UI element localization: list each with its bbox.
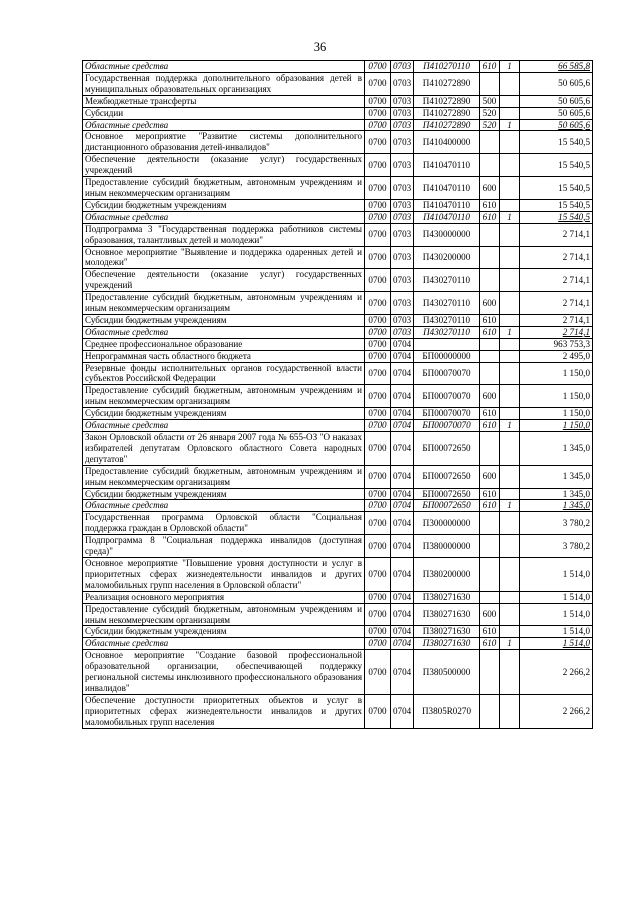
funding-source-cell: 1 — [500, 326, 520, 338]
amount-cell: 1 514,0 — [520, 557, 593, 591]
expense-type-cell — [480, 362, 500, 385]
table-row — [83, 338, 593, 350]
funding-source-cell — [500, 512, 520, 535]
expense-type-cell — [480, 154, 500, 177]
subsection-code-cell: 0704 — [391, 650, 414, 695]
section-code-cell: 0700 — [365, 292, 391, 315]
section-code-cell: 0700 — [365, 408, 391, 420]
subsection-code-cell: 0704 — [391, 408, 414, 420]
table-row — [83, 211, 593, 223]
section-code-cell: 0700 — [365, 199, 391, 211]
funding-source-cell: 1 — [500, 420, 520, 432]
subsection-code-cell: 0703 — [391, 314, 414, 326]
table-row — [83, 223, 593, 246]
subsection-code-cell: 0703 — [391, 107, 414, 119]
section-code-cell: 0700 — [365, 246, 391, 269]
funding-source-cell — [500, 338, 520, 350]
row-name-cell: Субсидии бюджетным учреждениям — [83, 199, 365, 211]
amount-cell: 2 714,1 — [520, 246, 593, 269]
table-row — [83, 350, 593, 362]
target-article-cell: П380271630 — [414, 626, 480, 638]
row-name-cell: Основное мероприятие "Создание базовой профессиональной образовательной организации, обеспечивающей поддержку региональной системы инклюзивного профессионального образования инвалидов" — [83, 650, 365, 695]
table-row — [83, 420, 593, 432]
funding-source-cell — [500, 535, 520, 558]
target-article-cell: П410272890 — [414, 95, 480, 107]
amount-cell: 2 714,1 — [520, 292, 593, 315]
funding-source-cell — [500, 694, 520, 728]
subsection-code-cell: 0703 — [391, 131, 414, 154]
target-article-cell: П300000000 — [414, 512, 480, 535]
expense-type-cell — [480, 246, 500, 269]
target-article-cell: П430270110 — [414, 314, 480, 326]
section-code-cell: 0700 — [365, 500, 391, 512]
amount-cell: 1 150,0 — [520, 385, 593, 408]
expense-type-cell: 600 — [480, 603, 500, 626]
amount-cell: 2 266,2 — [520, 650, 593, 695]
table-row — [83, 512, 593, 535]
target-article-cell: П410470110 — [414, 211, 480, 223]
row-name-cell: Областные средства — [83, 211, 365, 223]
target-article-cell: П410470110 — [414, 199, 480, 211]
funding-source-cell — [500, 408, 520, 420]
expense-type-cell: 610 — [480, 420, 500, 432]
table-row — [83, 314, 593, 326]
table-row — [83, 638, 593, 650]
table-row — [83, 269, 593, 292]
section-code-cell: 0700 — [365, 557, 391, 591]
section-code-cell: 0700 — [365, 385, 391, 408]
section-code-cell: 0700 — [365, 362, 391, 385]
subsection-code-cell: 0703 — [391, 95, 414, 107]
amount-cell: 15 540,5 — [520, 199, 593, 211]
funding-source-cell — [500, 72, 520, 95]
funding-source-cell — [500, 650, 520, 695]
amount-cell: 2 714,1 — [520, 314, 593, 326]
amount-cell: 15 540,5 — [520, 131, 593, 154]
funding-source-cell — [500, 432, 520, 466]
funding-source-cell — [500, 591, 520, 603]
section-code-cell: 0700 — [365, 626, 391, 638]
amount-cell: 15 540,5 — [520, 177, 593, 200]
table-row — [83, 650, 593, 695]
section-code-cell: 0700 — [365, 269, 391, 292]
section-code-cell: 0700 — [365, 420, 391, 432]
funding-source-cell — [500, 154, 520, 177]
section-code-cell: 0700 — [365, 512, 391, 535]
section-code-cell: 0700 — [365, 694, 391, 728]
table-row — [83, 95, 593, 107]
amount-cell: 1 514,0 — [520, 626, 593, 638]
expense-type-cell: 520 — [480, 119, 500, 131]
target-article-cell — [414, 338, 480, 350]
row-name-cell: Предоставление субсидий бюджетным, автономным учреждениям и иным некоммерческим организациям — [83, 385, 365, 408]
subsection-code-cell: 0703 — [391, 269, 414, 292]
target-article-cell: П380271630 — [414, 591, 480, 603]
target-article-cell: П380271630 — [414, 638, 480, 650]
amount-cell: 2 714,1 — [520, 269, 593, 292]
table-row — [83, 408, 593, 420]
section-code-cell: 0700 — [365, 650, 391, 695]
amount-cell: 2 495,0 — [520, 350, 593, 362]
target-article-cell: БП00070070 — [414, 420, 480, 432]
target-article-cell: П410470110 — [414, 177, 480, 200]
amount-cell: 1 345,0 — [520, 465, 593, 488]
amount-cell: 1 514,0 — [520, 603, 593, 626]
funding-source-cell — [500, 362, 520, 385]
row-name-cell: Обеспечение деятельности (оказание услуг) государственных учреждений — [83, 154, 365, 177]
amount-cell: 50 605,6 — [520, 119, 593, 131]
row-name-cell: Основное мероприятие "Повышение уровня доступности и услуг в приоритетных сферах жизнедеятельности инвалидов и других маломобильных групп населения в Орловской области" — [83, 557, 365, 591]
subsection-code-cell: 0704 — [391, 488, 414, 500]
expense-type-cell: 610 — [480, 326, 500, 338]
target-article-cell: П410400000 — [414, 131, 480, 154]
funding-source-cell: 1 — [500, 211, 520, 223]
row-name-cell: Областные средства — [83, 326, 365, 338]
amount-cell: 1 345,0 — [520, 488, 593, 500]
expense-type-cell: 610 — [480, 626, 500, 638]
amount-cell: 1 150,0 — [520, 408, 593, 420]
subsection-code-cell: 0704 — [391, 626, 414, 638]
table-row — [83, 488, 593, 500]
expense-type-cell: 610 — [480, 211, 500, 223]
funding-source-cell — [500, 292, 520, 315]
amount-cell: 66 585,8 — [520, 61, 593, 73]
amount-cell: 2 714,1 — [520, 223, 593, 246]
funding-source-cell — [500, 385, 520, 408]
row-name-cell: Областные средства — [83, 500, 365, 512]
target-article-cell: П380271630 — [414, 603, 480, 626]
section-code-cell: 0700 — [365, 591, 391, 603]
amount-cell: 3 780,2 — [520, 535, 593, 558]
expense-type-cell: 600 — [480, 385, 500, 408]
target-article-cell: П430270110 — [414, 326, 480, 338]
target-article-cell: БП00070070 — [414, 385, 480, 408]
subsection-code-cell: 0703 — [391, 223, 414, 246]
subsection-code-cell: 0704 — [391, 362, 414, 385]
funding-source-cell: 1 — [500, 500, 520, 512]
table-row — [83, 603, 593, 626]
table-row — [83, 500, 593, 512]
section-code-cell: 0700 — [365, 535, 391, 558]
section-code-cell: 0700 — [365, 338, 391, 350]
row-name-cell: Областные средства — [83, 61, 365, 73]
row-name-cell: Субсидии бюджетным учреждениям — [83, 408, 365, 420]
expense-type-cell — [480, 131, 500, 154]
funding-source-cell — [500, 626, 520, 638]
row-name-cell: Государственная программа Орловской области "Социальная поддержка граждан в Орловской области" — [83, 512, 365, 535]
subsection-code-cell: 0704 — [391, 465, 414, 488]
table-row — [83, 61, 593, 73]
row-name-cell: Областные средства — [83, 420, 365, 432]
expense-type-cell — [480, 338, 500, 350]
funding-source-cell — [500, 177, 520, 200]
table-row — [83, 154, 593, 177]
row-name-cell: Среднее профессиональное образование — [83, 338, 365, 350]
table-row — [83, 326, 593, 338]
expense-type-cell — [480, 350, 500, 362]
subsection-code-cell: 0704 — [391, 638, 414, 650]
subsection-code-cell: 0704 — [391, 694, 414, 728]
section-code-cell: 0700 — [365, 314, 391, 326]
section-code-cell: 0700 — [365, 223, 391, 246]
table-row — [83, 246, 593, 269]
row-name-cell: Основное мероприятие "Выявление и поддержка одаренных детей и молодежи" — [83, 246, 365, 269]
table-row — [83, 591, 593, 603]
table-row — [83, 557, 593, 591]
amount-cell: 1 150,0 — [520, 362, 593, 385]
subsection-code-cell: 0704 — [391, 385, 414, 408]
expense-type-cell — [480, 535, 500, 558]
row-name-cell: Закон Орловской области от 26 января 2007 года № 655-ОЗ "О наказах избирателей депутатам Орловского областного Совета народных депутатов" — [83, 432, 365, 466]
section-code-cell: 0700 — [365, 107, 391, 119]
expense-type-cell — [480, 269, 500, 292]
target-article-cell: П430000000 — [414, 223, 480, 246]
expense-type-cell: 600 — [480, 292, 500, 315]
target-article-cell: П380200000 — [414, 557, 480, 591]
target-article-cell: П430270110 — [414, 292, 480, 315]
expense-type-cell: 610 — [480, 638, 500, 650]
subsection-code-cell: 0704 — [391, 591, 414, 603]
table-row — [83, 626, 593, 638]
section-code-cell: 0700 — [365, 350, 391, 362]
row-name-cell: Основное мероприятие "Развитие системы дополнительного дистанционного образования детей-инвалидов" — [83, 131, 365, 154]
table-row — [83, 694, 593, 728]
funding-source-cell — [500, 350, 520, 362]
funding-source-cell: 1 — [500, 61, 520, 73]
table-row — [83, 177, 593, 200]
row-name-cell: Непрограммная часть областного бюджета — [83, 350, 365, 362]
table-row — [83, 432, 593, 466]
section-code-cell: 0700 — [365, 465, 391, 488]
amount-cell: 1 514,0 — [520, 591, 593, 603]
section-code-cell: 0700 — [365, 432, 391, 466]
subsection-code-cell: 0703 — [391, 177, 414, 200]
target-article-cell: П430200000 — [414, 246, 480, 269]
table-row — [83, 119, 593, 131]
expense-type-cell: 600 — [480, 177, 500, 200]
section-code-cell: 0700 — [365, 638, 391, 650]
section-code-cell: 0700 — [365, 119, 391, 131]
section-code-cell: 0700 — [365, 326, 391, 338]
expense-type-cell: 500 — [480, 95, 500, 107]
funding-source-cell — [500, 131, 520, 154]
expense-type-cell — [480, 512, 500, 535]
amount-cell: 963 753,3 — [520, 338, 593, 350]
row-name-cell: Реализация основного мероприятия — [83, 591, 365, 603]
amount-cell: 15 540,5 — [520, 211, 593, 223]
amount-cell: 50 605,6 — [520, 95, 593, 107]
funding-source-cell — [500, 246, 520, 269]
expense-type-cell: 600 — [480, 465, 500, 488]
subsection-code-cell: 0704 — [391, 432, 414, 466]
amount-cell: 2 714,1 — [520, 326, 593, 338]
section-code-cell: 0700 — [365, 177, 391, 200]
funding-source-cell — [500, 603, 520, 626]
target-article-cell: БП00000000 — [414, 350, 480, 362]
target-article-cell: П380000000 — [414, 535, 480, 558]
subsection-code-cell: 0704 — [391, 420, 414, 432]
subsection-code-cell: 0703 — [391, 119, 414, 131]
row-name-cell: Резервные фонды исполнительных органов государственной власти субъектов Российской Федерации — [83, 362, 365, 385]
row-name-cell: Областные средства — [83, 638, 365, 650]
amount-cell: 1 150,0 — [520, 420, 593, 432]
amount-cell: 1 514,0 — [520, 638, 593, 650]
subsection-code-cell: 0703 — [391, 61, 414, 73]
row-name-cell: Предоставление субсидий бюджетным, автономным учреждениям и иным некоммерческим организациям — [83, 465, 365, 488]
table-row — [83, 362, 593, 385]
funding-source-cell — [500, 95, 520, 107]
funding-source-cell — [500, 314, 520, 326]
row-name-cell: Субсидии бюджетным учреждениям — [83, 488, 365, 500]
funding-source-cell — [500, 557, 520, 591]
subsection-code-cell: 0704 — [391, 535, 414, 558]
row-name-cell: Субсидии бюджетным учреждениям — [83, 626, 365, 638]
subsection-code-cell: 0704 — [391, 603, 414, 626]
target-article-cell: П410272890 — [414, 119, 480, 131]
table-row — [83, 535, 593, 558]
table-row — [83, 199, 593, 211]
expense-type-cell: 610 — [480, 61, 500, 73]
row-name-cell: Подпрограмма 8 "Социальная поддержка инвалидов (доступная среда)" — [83, 535, 365, 558]
target-article-cell: П410470110 — [414, 154, 480, 177]
subsection-code-cell: 0704 — [391, 557, 414, 591]
amount-cell: 1 345,0 — [520, 432, 593, 466]
expense-type-cell: 610 — [480, 314, 500, 326]
section-code-cell: 0700 — [365, 72, 391, 95]
expense-type-cell — [480, 591, 500, 603]
amount-cell: 50 605,6 — [520, 72, 593, 95]
row-name-cell: Межбюджетные трансферты — [83, 95, 365, 107]
target-article-cell: БП00072650 — [414, 500, 480, 512]
expense-type-cell — [480, 223, 500, 246]
subsection-code-cell: 0704 — [391, 500, 414, 512]
target-article-cell: П380500000 — [414, 650, 480, 695]
subsection-code-cell: 0703 — [391, 246, 414, 269]
amount-cell: 50 605,6 — [520, 107, 593, 119]
subsection-code-cell: 0704 — [391, 350, 414, 362]
expense-type-cell — [480, 72, 500, 95]
row-name-cell: Предоставление субсидий бюджетным, автономным учреждениям и иным некоммерческим организациям — [83, 603, 365, 626]
budget-table — [82, 60, 593, 729]
amount-cell: 2 266,2 — [520, 694, 593, 728]
subsection-code-cell: 0703 — [391, 211, 414, 223]
section-code-cell: 0700 — [365, 603, 391, 626]
budget-table-body — [83, 61, 593, 729]
table-row — [83, 465, 593, 488]
row-name-cell: Государственная поддержка дополнительного образования детей в муниципальных образовательных организациях — [83, 72, 365, 95]
subsection-code-cell: 0703 — [391, 199, 414, 211]
funding-source-cell: 1 — [500, 119, 520, 131]
table-row — [83, 72, 593, 95]
target-article-cell: БП00072650 — [414, 432, 480, 466]
section-code-cell: 0700 — [365, 95, 391, 107]
row-name-cell: Обеспечение доступности приоритетных объектов и услуг в приоритетных сферах жизнедеятельности инвалидов и других маломобильных групп населения — [83, 694, 365, 728]
expense-type-cell: 520 — [480, 107, 500, 119]
section-code-cell: 0700 — [365, 211, 391, 223]
target-article-cell: П430270110 — [414, 269, 480, 292]
subsection-code-cell: 0703 — [391, 326, 414, 338]
funding-source-cell — [500, 199, 520, 211]
target-article-cell: БП00072650 — [414, 488, 480, 500]
expense-type-cell — [480, 557, 500, 591]
amount-cell: 1 345,0 — [520, 500, 593, 512]
funding-source-cell — [500, 488, 520, 500]
row-name-cell: Субсидии бюджетным учреждениям — [83, 314, 365, 326]
expense-type-cell: 610 — [480, 488, 500, 500]
funding-source-cell: 1 — [500, 638, 520, 650]
expense-type-cell: 610 — [480, 199, 500, 211]
subsection-code-cell: 0703 — [391, 154, 414, 177]
subsection-code-cell: 0703 — [391, 292, 414, 315]
page-number: 36 — [313, 40, 327, 54]
row-name-cell: Областные средства — [83, 119, 365, 131]
section-code-cell: 0700 — [365, 154, 391, 177]
funding-source-cell — [500, 465, 520, 488]
target-article-cell: БП00070070 — [414, 408, 480, 420]
subsection-code-cell: 0703 — [391, 72, 414, 95]
target-article-cell: П410272890 — [414, 107, 480, 119]
expense-type-cell — [480, 694, 500, 728]
row-name-cell: Подпрограмма 3 "Государственная поддержка работников системы образования, талантливых детей и молодежи" — [83, 223, 365, 246]
funding-source-cell — [500, 107, 520, 119]
row-name-cell: Предоставление субсидий бюджетным, автономным учреждениям и иным некоммерческим организациям — [83, 177, 365, 200]
target-article-cell: П3805R0270 — [414, 694, 480, 728]
target-article-cell: БП00072650 — [414, 465, 480, 488]
amount-cell: 3 780,2 — [520, 512, 593, 535]
subsection-code-cell: 0704 — [391, 338, 414, 350]
section-code-cell: 0700 — [365, 61, 391, 73]
expense-type-cell — [480, 432, 500, 466]
row-name-cell: Субсидии — [83, 107, 365, 119]
section-code-cell: 0700 — [365, 131, 391, 154]
subsection-code-cell: 0704 — [391, 512, 414, 535]
expense-type-cell — [480, 650, 500, 695]
section-code-cell: 0700 — [365, 488, 391, 500]
row-name-cell: Обеспечение деятельности (оказание услуг) государственных учреждений — [83, 269, 365, 292]
target-article-cell: П410272890 — [414, 72, 480, 95]
funding-source-cell — [500, 269, 520, 292]
table-row — [83, 131, 593, 154]
table-row — [83, 107, 593, 119]
target-article-cell: БП00070070 — [414, 362, 480, 385]
table-row — [83, 292, 593, 315]
table-row — [83, 385, 593, 408]
expense-type-cell: 610 — [480, 408, 500, 420]
amount-cell: 15 540,5 — [520, 154, 593, 177]
funding-source-cell — [500, 223, 520, 246]
row-name-cell: Предоставление субсидий бюджетным, автономным учреждениям и иным некоммерческим организациям — [83, 292, 365, 315]
expense-type-cell: 610 — [480, 500, 500, 512]
target-article-cell: П410270110 — [414, 61, 480, 73]
